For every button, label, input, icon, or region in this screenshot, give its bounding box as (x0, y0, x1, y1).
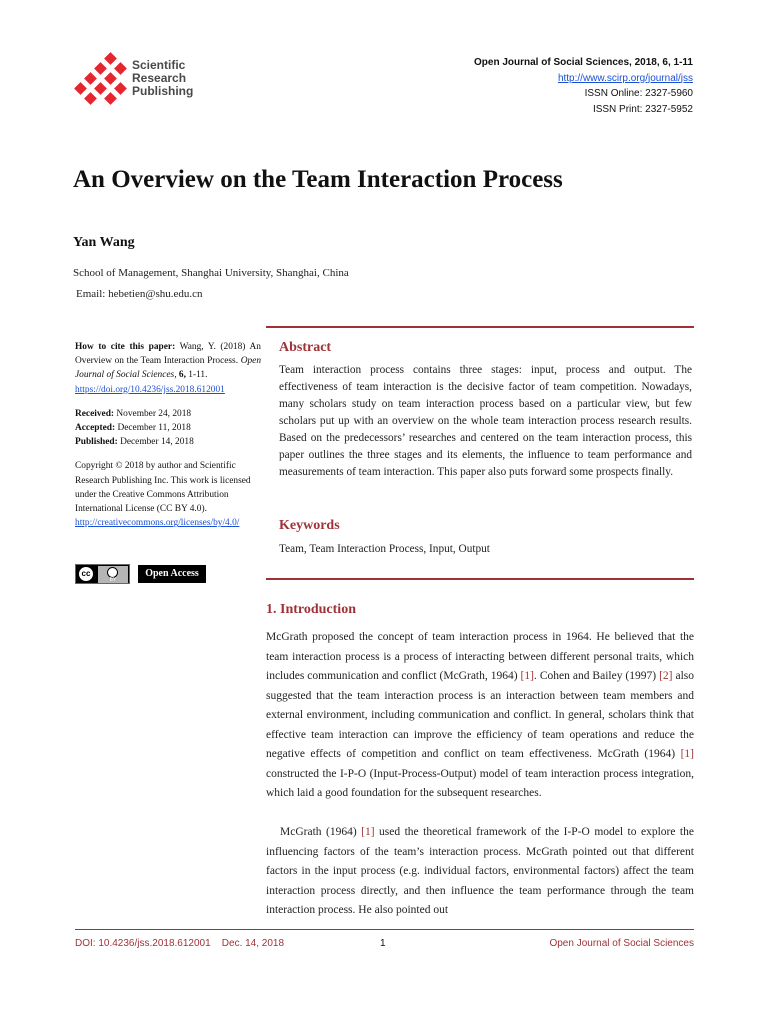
introduction-paragraph-1 (266, 628, 694, 804)
license-badges (75, 564, 210, 584)
footer-divider (75, 929, 694, 930)
publisher-name (132, 59, 193, 98)
article-sidebar (75, 340, 261, 530)
citation-journal: Open Journal of Social Sciences, (75, 356, 262, 381)
citation-pages: 1-11. (188, 370, 208, 381)
published-date: December 14, 2018 (120, 437, 194, 448)
citation-label: How to cite this paper: (75, 342, 176, 352)
author-name: Yan Wang (73, 235, 135, 250)
introduction-heading: 1. Introduction (266, 602, 356, 617)
cc-label: cc (79, 567, 93, 581)
issn-online: ISSN Online: 2327-5960 (584, 88, 693, 99)
issn-print: ISSN Print: 2327-5952 (592, 103, 693, 115)
body-text: . Cohen and Bailey (1997) (533, 670, 660, 682)
accepted-label: Accepted: (75, 423, 116, 434)
accepted-date-row (75, 421, 261, 435)
abstract-bottom-divider (266, 578, 694, 580)
reference-link[interactable]: [2] (659, 670, 673, 682)
citation-volume: 6, (178, 370, 186, 381)
abstract-top-divider (266, 326, 694, 328)
reference-link[interactable]: [1] (520, 670, 534, 682)
keywords-text: Team, Team Interaction Process, Input, Output (279, 543, 490, 555)
reference-link[interactable]: [1] (680, 748, 694, 760)
publisher-name-line-2: Research (132, 71, 187, 85)
author-email: Email: hebetien@shu.edu.cn (76, 288, 203, 300)
cc-by-label: BY (109, 577, 117, 583)
publisher-name-line-1: Scientific (132, 58, 186, 72)
article-title: An Overview on the Team Interaction Process (73, 166, 563, 193)
body-text: used the theoretical framework of the I-P-O model to explore the influencing factors of the team’s interaction process. McGrath pointed out that different factors in the input process (e.g. individual factors, environmental factors) affect the team interaction process directly, and then influence the team performance through the team interaction process. He also pointed out (266, 826, 694, 916)
footer-journal-name: Open Journal of Social Sciences (549, 938, 694, 949)
license-link[interactable]: http://creativecommons.org/licenses/by/4.0/ (75, 518, 240, 529)
received-label: Received: (75, 408, 115, 419)
introduction-paragraph-2 (266, 823, 694, 921)
footer-doi-date (75, 938, 284, 949)
publisher-name-line-3: Publishing (132, 84, 194, 98)
abstract-text: Team interaction process contains three stages: input, process and output. The effectiveness of team interaction is the decisive factor of team competition. Nowadays, many scholars study on team interaction process based on a particular view, but few scholars put up with an overview on the whole team interaction process research results. Based on the predecessors’ researches and centered on the team interaction process, this paper outlines the three stages and its elements, the influence to team performance and measurements of team interaction. This paper also puts forward some prospects finally. (279, 364, 692, 478)
published-date-row (75, 435, 261, 449)
citation-text: Wang, Y. (2018) An Overview on the Team Interaction Process. (75, 342, 261, 367)
reference-link[interactable]: [1] (361, 826, 375, 838)
page-number: 1 (380, 938, 386, 949)
body-text: McGrath proposed the concept of team interaction process in 1964. He believed that the team interaction process is a process of interacting between different personal traits, which includes communication and conflict (McGrath, 1964) (266, 631, 694, 682)
journal-info (474, 55, 693, 117)
cc-by-badge-icon[interactable] (75, 564, 130, 584)
open-access-badge[interactable]: Open Access (138, 565, 206, 583)
journal-url-link[interactable]: http://www.scirp.org/journal/jss (557, 72, 693, 84)
footer-date: Dec. 14, 2018 (221, 938, 285, 949)
received-date: November 24, 2018 (116, 408, 192, 419)
abstract-heading: Abstract (279, 340, 332, 355)
author-affiliation: School of Management, Shanghai University, Shanghai, China (73, 267, 349, 279)
body-text: constructed the I-P-O (Input-Process-Output) model of team interaction process integration, which laid a good foundation for the subsequent researches. (266, 767, 694, 799)
accepted-date: December 11, 2018 (117, 423, 191, 434)
keywords-heading: Keywords (279, 518, 340, 533)
published-label: Published: (75, 437, 118, 448)
body-text: McGrath (1964) (280, 826, 362, 838)
body-text: also suggested that the team interaction process is an interaction between team members and external environment, including communication and conflict. In general, scholars think that effective team interaction can improve the efficiency of team operations and reduce the negative effects of competition and conflict on team effectiveness. McGrath (1964) (266, 670, 695, 760)
cc-by-panel (98, 566, 128, 583)
journal-citation-line: Open Journal of Social Sciences, 2018, 6, 1-11 (474, 57, 693, 68)
citation-doi-link[interactable]: https://doi.org/10.4236/jss.2018.612001 (75, 384, 225, 395)
citation-block (75, 340, 261, 383)
received-date-row (75, 407, 261, 421)
footer-doi: DOI: 10.4236/jss.2018.612001 (75, 938, 211, 949)
copyright-text: Copyright © 2018 by author and Scientific Research Publishing Inc. This work is licensed under the Creative Commons Attribution International License (CC BY 4.0). (75, 461, 251, 515)
